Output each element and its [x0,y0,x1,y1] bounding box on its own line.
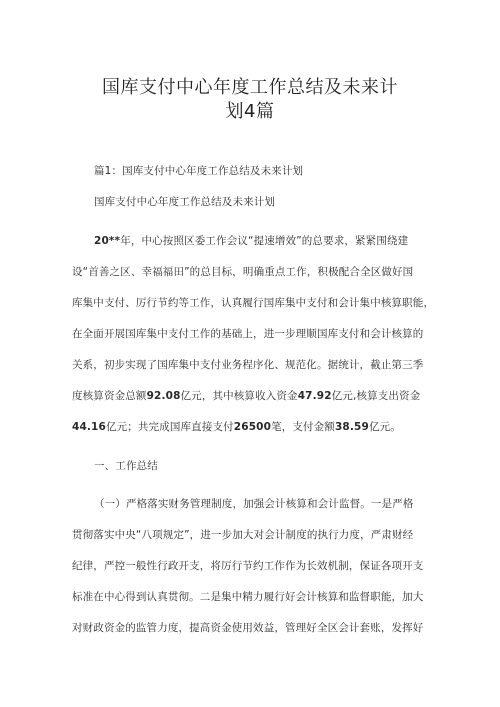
intro-line-1-text: 年，中心按照区委工作会议“提速增效”的总要求，紧紧围绕建 [120,235,409,247]
intro-line-4: 在全面开展国库集中支付工作的基础上，进一步理顺国库支付和会计核算的 [72,328,424,340]
document-title-line-1: 国库支付中心年度工作总结及未来计 [102,77,398,98]
intro-line-5: 关系，初步实现了国库集中支付业务程序化、规范化。据统计，截止第三季 [72,359,424,371]
section-1-heading: 一、工作总结 [94,460,158,472]
intro-payment-amount: 38.59 [334,421,369,433]
intro-year: 20** [94,235,121,247]
section-1-line-4: 标准在中心得到认真贯彻。二是集中精力履行好会计核算和监督职能，加大 [72,591,424,603]
intro-line-3: 库集中支付、厉行节约等工作，认真履行国库集中支付和会计集中核算职能， [72,297,435,309]
intro-line-7-a: 亿元；共完成国库直接支付 [105,421,234,433]
document-subtitle: 国库支付中心年度工作总结及未来计划 [94,196,276,208]
intro-line-6-a: 度核算资金总额 [72,390,147,402]
intro-line-7 [72,419,442,434]
intro-line-7-c: 亿元。 [368,421,401,433]
intro-line-6 [72,388,442,403]
intro-income-amount: 47.92 [297,390,332,402]
intro-total-amount: 92.08 [146,390,181,402]
intro-payment-count: 26500 [233,421,272,433]
document-title-line-2: 划4篇 [225,101,275,122]
section-heading: 篇1：国库支付中心年度工作总结及未来计划 [94,165,304,177]
section-1-line-5: 对财政资金的监管力度，提高资金使用效益，管理好全区会计套账，发挥好 [72,622,424,634]
intro-line-1 [94,233,442,248]
intro-line-6-b: 亿元，其中核算收入资金 [180,390,298,402]
intro-line-6-c: 亿元,核算支出资金 [331,390,421,402]
section-1-line-3: 纪律，严控一般性行政开支，将厉行节约工作作为长效机制，保证各项开支 [72,560,424,572]
intro-line-2: 设“首善之区、幸福福田”的总目标，明确重点工作，积极配合全区做好国 [72,266,414,278]
section-1-line-2: 贯彻落实中央“八项规定”，进一步加大对会计制度的执行力度，严肃财经 [72,529,414,541]
intro-expense-amount: 44.16 [72,421,106,433]
intro-line-7-b: 笔，支付金额 [271,421,335,433]
section-1-line-1: （一）严格落实财务管理制度，加强会计核算和会计监督。一是严格 [94,498,414,510]
